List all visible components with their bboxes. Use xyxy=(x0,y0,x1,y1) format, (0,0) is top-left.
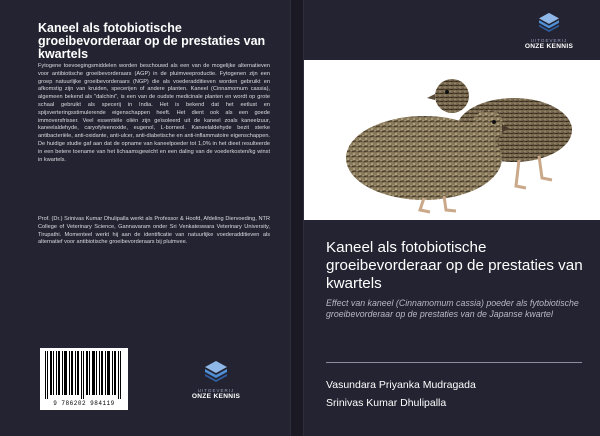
back-cover xyxy=(0,0,290,436)
authors xyxy=(326,376,586,412)
publisher-logo-back xyxy=(176,360,256,400)
publisher-name: ONZE KENNIS xyxy=(191,393,241,400)
back-title: Kaneel als fotobiotische groeibevorderaar op de prestaties van kwartels xyxy=(38,21,266,61)
stacked-books-logo-icon xyxy=(203,360,229,382)
publisher-name: ONZE KENNIS xyxy=(524,43,574,50)
barcode-icon xyxy=(44,351,124,399)
author-bio: Prof. (Dr.) Srinivas Kumar Dhulipalla werkt als Professor & Hoofd, Afdeling Diervoeding, NTR College of Veterinary Science, Gannavaram onder Sri Venkateswara Veterinary University, Tirupathi. Momenteel werkt hij aan de identificatie van natuurlijke voederadditieven als alternatief voor antibiotische groeibevorderaars bij pluimvee. xyxy=(38,216,270,246)
back-description: Fytogene toevoegingsmiddelen worden beschouwd als een van de mogelijke alternatieven voor antibiotische groeibevorderaars (AGP) in de pluimveeproductie. Fytogenen zijn een groep natuurlijke groeibevorderaars (NGP) die als voederadditieven worden gebruikt en afkomstig zijn van kruiden, specerijen of andere planten. Kaneel (Cinnamomum cassia), algemeen bekend als "dalchini", is een van de oudste medicinale planten en wordt op grote schaal gebruikt als specerij in India. Het is bekend dat het eetlust en spijsverteringsstimulerende eigenschappen heeft. Het dient ook als een goede immoversfrisser. Veel essentiële oliën zijn geïsoleerd uit de kaneel zoals kaneelzuur, kaneelaldehyde, caryofyleenoxide, eugenol, L-borneol. Kaneelaldehyde bezit sterke antibacteriële, anti-oxidante, anti-ulcer, anti-diabetische en anti-inflammatoire eigenschappen. De huidige studie gaf aan dat de opname van kaneelpoeder tot 1,0% in het dieet resulteerde in een betere toename van het lichaamsgewicht en een daling van de voederkosten/kg winst in kwartels. xyxy=(38,63,270,163)
publisher-logo-front xyxy=(514,12,584,50)
front-subtitle: Effect van kaneel (Cinnamomum cassia) poeder als fytobiotische groeibevorderaar op de prestaties van de Japanse kwartel xyxy=(326,298,579,319)
quail-photo xyxy=(304,60,600,220)
quail-front-head xyxy=(472,110,504,142)
stacked-books-logo-icon xyxy=(537,12,561,32)
barcode-number: 9 786202 984119 xyxy=(53,400,115,407)
author-name: Srinivas Kumar Dhulipalla xyxy=(326,397,447,409)
spine xyxy=(290,0,304,436)
front-title: Kaneel als fotobiotische groeibevorderaar op de prestaties van kwartels xyxy=(326,239,583,292)
barcode xyxy=(40,348,128,410)
divider xyxy=(326,362,582,363)
publisher-label: UITGEVERIJ xyxy=(530,38,568,43)
quail-illustration xyxy=(304,60,600,220)
author-name: Vasundara Priyanka Mudragada xyxy=(326,379,476,391)
publisher-label: UITGEVERIJ xyxy=(197,388,235,393)
quail-back-head xyxy=(435,79,469,113)
